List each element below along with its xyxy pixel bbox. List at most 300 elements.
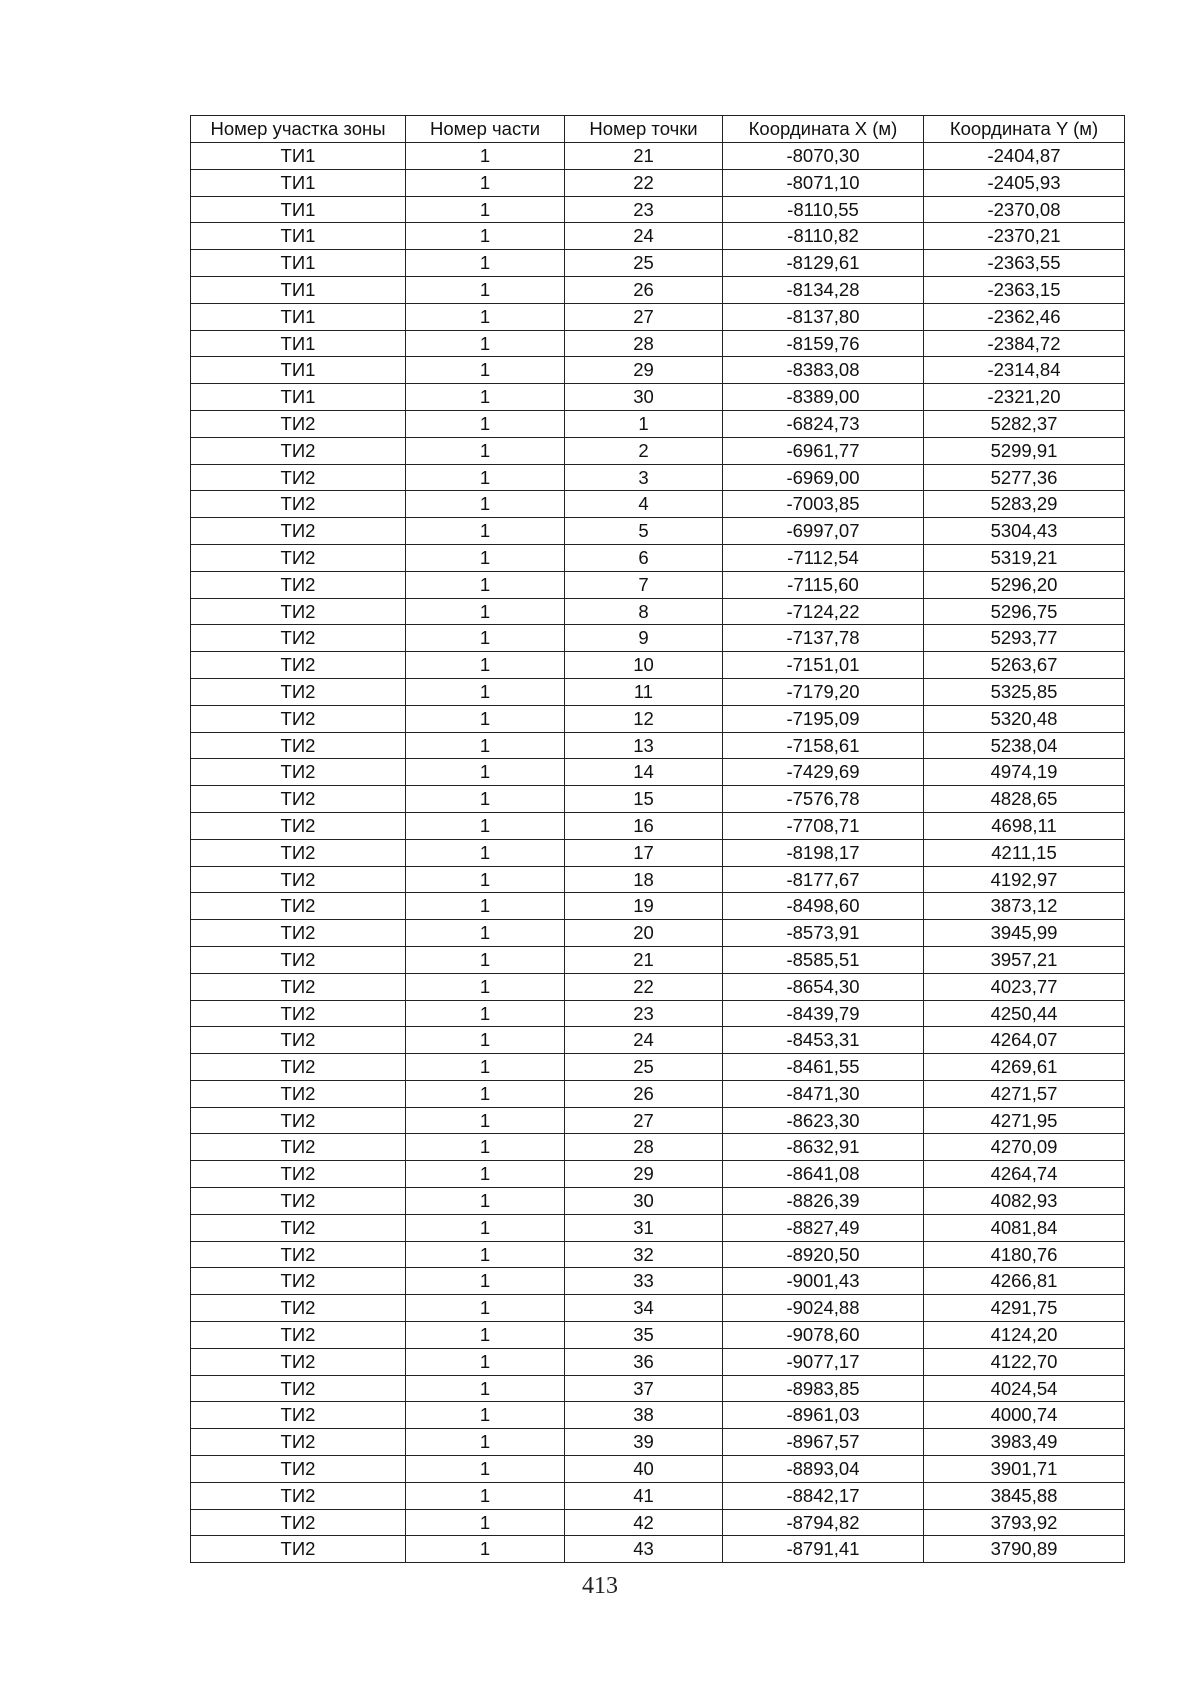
cell-point-number: 24 xyxy=(565,223,723,250)
page-number: 413 xyxy=(582,1573,618,1599)
table-row xyxy=(191,946,1125,973)
cell-part-number: 1 xyxy=(406,598,565,625)
cell-coordinate-x: -8961,03 xyxy=(723,1402,924,1429)
cell-coordinate-x: -8791,41 xyxy=(723,1536,924,1563)
cell-coordinate-x: -7708,71 xyxy=(723,812,924,839)
cell-zone-section: ТИ2 xyxy=(191,1214,406,1241)
table-row xyxy=(191,1161,1125,1188)
cell-part-number: 1 xyxy=(406,866,565,893)
cell-point-number: 16 xyxy=(565,812,723,839)
cell-point-number: 34 xyxy=(565,1295,723,1322)
cell-part-number: 1 xyxy=(406,250,565,277)
cell-zone-section: ТИ2 xyxy=(191,1348,406,1375)
cell-part-number: 1 xyxy=(406,518,565,545)
cell-zone-section: ТИ2 xyxy=(191,1429,406,1456)
cell-part-number: 1 xyxy=(406,464,565,491)
cell-coordinate-y: 4828,65 xyxy=(924,786,1125,813)
cell-point-number: 21 xyxy=(565,946,723,973)
cell-coordinate-x: -7158,61 xyxy=(723,732,924,759)
table-row xyxy=(191,518,1125,545)
cell-coordinate-y: 5238,04 xyxy=(924,732,1125,759)
cell-coordinate-y: 4192,97 xyxy=(924,866,1125,893)
cell-coordinate-x: -8794,82 xyxy=(723,1509,924,1536)
cell-part-number: 1 xyxy=(406,1322,565,1349)
cell-coordinate-y: 4000,74 xyxy=(924,1402,1125,1429)
cell-part-number: 1 xyxy=(406,1054,565,1081)
cell-coordinate-x: -8389,00 xyxy=(723,384,924,411)
cell-point-number: 31 xyxy=(565,1214,723,1241)
cell-coordinate-y: -2314,84 xyxy=(924,357,1125,384)
cell-coordinate-x: -9024,88 xyxy=(723,1295,924,1322)
cell-coordinate-x: -7124,22 xyxy=(723,598,924,625)
cell-point-number: 11 xyxy=(565,678,723,705)
header-zone-section-number: Номер участка зоны xyxy=(191,116,406,143)
cell-zone-section: ТИ2 xyxy=(191,1161,406,1188)
cell-point-number: 38 xyxy=(565,1402,723,1429)
cell-part-number: 1 xyxy=(406,705,565,732)
cell-coordinate-y: -2404,87 xyxy=(924,143,1125,170)
header-coordinate-x: Координата X (м) xyxy=(723,116,924,143)
cell-zone-section: ТИ2 xyxy=(191,1080,406,1107)
table-row xyxy=(191,1456,1125,1483)
table-row xyxy=(191,196,1125,223)
cell-coordinate-x: -7151,01 xyxy=(723,652,924,679)
table-row xyxy=(191,812,1125,839)
cell-coordinate-y: 4269,61 xyxy=(924,1054,1125,1081)
cell-zone-section: ТИ2 xyxy=(191,1456,406,1483)
table-row xyxy=(191,544,1125,571)
cell-coordinate-y: -2405,93 xyxy=(924,169,1125,196)
table-row xyxy=(191,625,1125,652)
cell-coordinate-x: -7003,85 xyxy=(723,491,924,518)
table-row xyxy=(191,330,1125,357)
cell-coordinate-x: -8826,39 xyxy=(723,1188,924,1215)
cell-coordinate-x: -8920,50 xyxy=(723,1241,924,1268)
header-row xyxy=(191,116,1125,143)
header-part-number: Номер части xyxy=(406,116,565,143)
cell-zone-section: ТИ2 xyxy=(191,1268,406,1295)
cell-point-number: 37 xyxy=(565,1375,723,1402)
cell-part-number: 1 xyxy=(406,1375,565,1402)
cell-zone-section: ТИ2 xyxy=(191,491,406,518)
cell-zone-section: ТИ2 xyxy=(191,678,406,705)
cell-point-number: 32 xyxy=(565,1241,723,1268)
cell-part-number: 1 xyxy=(406,1348,565,1375)
cell-zone-section: ТИ2 xyxy=(191,1536,406,1563)
cell-coordinate-y: 4081,84 xyxy=(924,1214,1125,1241)
cell-coordinate-y: 4271,95 xyxy=(924,1107,1125,1134)
cell-point-number: 12 xyxy=(565,705,723,732)
table-row xyxy=(191,276,1125,303)
cell-coordinate-x: -8129,61 xyxy=(723,250,924,277)
cell-part-number: 1 xyxy=(406,384,565,411)
cell-point-number: 2 xyxy=(565,437,723,464)
cell-zone-section: ТИ1 xyxy=(191,250,406,277)
cell-point-number: 30 xyxy=(565,384,723,411)
cell-coordinate-x: -7179,20 xyxy=(723,678,924,705)
cell-coordinate-y: 4250,44 xyxy=(924,1000,1125,1027)
cell-coordinate-x: -8070,30 xyxy=(723,143,924,170)
cell-coordinate-x: -7429,69 xyxy=(723,759,924,786)
cell-part-number: 1 xyxy=(406,1241,565,1268)
cell-zone-section: ТИ1 xyxy=(191,196,406,223)
table-row xyxy=(191,1188,1125,1215)
cell-zone-section: ТИ2 xyxy=(191,973,406,1000)
cell-zone-section: ТИ2 xyxy=(191,544,406,571)
cell-part-number: 1 xyxy=(406,1268,565,1295)
cell-zone-section: ТИ2 xyxy=(191,571,406,598)
cell-coordinate-y: 4024,54 xyxy=(924,1375,1125,1402)
cell-point-number: 28 xyxy=(565,330,723,357)
cell-coordinate-y: 4180,76 xyxy=(924,1241,1125,1268)
cell-coordinate-x: -8641,08 xyxy=(723,1161,924,1188)
cell-part-number: 1 xyxy=(406,410,565,437)
table-row xyxy=(191,491,1125,518)
cell-point-number: 30 xyxy=(565,1188,723,1215)
cell-part-number: 1 xyxy=(406,946,565,973)
cell-part-number: 1 xyxy=(406,437,565,464)
cell-coordinate-y: 5325,85 xyxy=(924,678,1125,705)
table-row xyxy=(191,1348,1125,1375)
cell-zone-section: ТИ2 xyxy=(191,652,406,679)
cell-coordinate-x: -7112,54 xyxy=(723,544,924,571)
cell-coordinate-x: -8967,57 xyxy=(723,1429,924,1456)
cell-coordinate-x: -9078,60 xyxy=(723,1322,924,1349)
cell-coordinate-y: -2363,15 xyxy=(924,276,1125,303)
cell-part-number: 1 xyxy=(406,1161,565,1188)
cell-zone-section: ТИ2 xyxy=(191,759,406,786)
cell-part-number: 1 xyxy=(406,652,565,679)
cell-coordinate-x: -8654,30 xyxy=(723,973,924,1000)
cell-coordinate-y: 4266,81 xyxy=(924,1268,1125,1295)
cell-point-number: 1 xyxy=(565,410,723,437)
cell-coordinate-x: -8453,31 xyxy=(723,1027,924,1054)
cell-part-number: 1 xyxy=(406,973,565,1000)
cell-part-number: 1 xyxy=(406,732,565,759)
cell-coordinate-x: -7137,78 xyxy=(723,625,924,652)
cell-zone-section: ТИ2 xyxy=(191,866,406,893)
cell-coordinate-y: 5296,20 xyxy=(924,571,1125,598)
cell-coordinate-y: 4974,19 xyxy=(924,759,1125,786)
cell-part-number: 1 xyxy=(406,786,565,813)
coordinates-table xyxy=(190,115,1125,1563)
table-row xyxy=(191,866,1125,893)
cell-part-number: 1 xyxy=(406,893,565,920)
table-row xyxy=(191,464,1125,491)
cell-part-number: 1 xyxy=(406,169,565,196)
table-row xyxy=(191,1027,1125,1054)
table-row xyxy=(191,652,1125,679)
table-row xyxy=(191,169,1125,196)
table-body xyxy=(191,143,1125,1563)
cell-coordinate-y: 5293,77 xyxy=(924,625,1125,652)
cell-coordinate-y: 5320,48 xyxy=(924,705,1125,732)
cell-part-number: 1 xyxy=(406,571,565,598)
cell-zone-section: ТИ2 xyxy=(191,1375,406,1402)
table-row xyxy=(191,437,1125,464)
cell-point-number: 29 xyxy=(565,1161,723,1188)
cell-coordinate-y: 5282,37 xyxy=(924,410,1125,437)
cell-point-number: 41 xyxy=(565,1482,723,1509)
cell-part-number: 1 xyxy=(406,491,565,518)
cell-zone-section: ТИ2 xyxy=(191,920,406,947)
cell-zone-section: ТИ1 xyxy=(191,276,406,303)
cell-coordinate-x: -6824,73 xyxy=(723,410,924,437)
cell-zone-section: ТИ2 xyxy=(191,437,406,464)
cell-coordinate-x: -8071,10 xyxy=(723,169,924,196)
cell-coordinate-y: 3957,21 xyxy=(924,946,1125,973)
cell-coordinate-x: -8498,60 xyxy=(723,893,924,920)
cell-zone-section: ТИ2 xyxy=(191,893,406,920)
cell-part-number: 1 xyxy=(406,1456,565,1483)
table-row xyxy=(191,303,1125,330)
cell-point-number: 22 xyxy=(565,169,723,196)
cell-coordinate-x: -8827,49 xyxy=(723,1214,924,1241)
table-header xyxy=(191,116,1125,143)
cell-zone-section: ТИ2 xyxy=(191,732,406,759)
cell-coordinate-x: -8983,85 xyxy=(723,1375,924,1402)
table-row xyxy=(191,786,1125,813)
table-row xyxy=(191,143,1125,170)
cell-coordinate-y: -2370,21 xyxy=(924,223,1125,250)
cell-coordinate-x: -8137,80 xyxy=(723,303,924,330)
table-row xyxy=(191,705,1125,732)
cell-part-number: 1 xyxy=(406,544,565,571)
cell-point-number: 26 xyxy=(565,276,723,303)
cell-point-number: 19 xyxy=(565,893,723,920)
cell-zone-section: ТИ2 xyxy=(191,1509,406,1536)
cell-zone-section: ТИ2 xyxy=(191,464,406,491)
table-row xyxy=(191,1107,1125,1134)
table-row xyxy=(191,357,1125,384)
cell-point-number: 24 xyxy=(565,1027,723,1054)
table-row xyxy=(191,223,1125,250)
cell-zone-section: ТИ2 xyxy=(191,705,406,732)
cell-zone-section: ТИ2 xyxy=(191,1402,406,1429)
cell-coordinate-y: 4698,11 xyxy=(924,812,1125,839)
cell-point-number: 9 xyxy=(565,625,723,652)
cell-point-number: 33 xyxy=(565,1268,723,1295)
table-row xyxy=(191,1080,1125,1107)
cell-coordinate-y: 4270,09 xyxy=(924,1134,1125,1161)
cell-coordinate-y: -2363,55 xyxy=(924,250,1125,277)
cell-coordinate-y: -2362,46 xyxy=(924,303,1125,330)
table-row xyxy=(191,1402,1125,1429)
cell-zone-section: ТИ1 xyxy=(191,384,406,411)
cell-zone-section: ТИ2 xyxy=(191,625,406,652)
cell-point-number: 28 xyxy=(565,1134,723,1161)
table-row xyxy=(191,1214,1125,1241)
cell-part-number: 1 xyxy=(406,678,565,705)
table-row xyxy=(191,920,1125,947)
cell-point-number: 5 xyxy=(565,518,723,545)
cell-coordinate-y: 4291,75 xyxy=(924,1295,1125,1322)
table-row xyxy=(191,384,1125,411)
cell-zone-section: ТИ2 xyxy=(191,1134,406,1161)
cell-coordinate-x: -8110,82 xyxy=(723,223,924,250)
table-row xyxy=(191,1241,1125,1268)
cell-coordinate-x: -8623,30 xyxy=(723,1107,924,1134)
cell-point-number: 39 xyxy=(565,1429,723,1456)
cell-point-number: 18 xyxy=(565,866,723,893)
cell-point-number: 35 xyxy=(565,1322,723,1349)
cell-zone-section: ТИ2 xyxy=(191,1295,406,1322)
cell-zone-section: ТИ2 xyxy=(191,812,406,839)
cell-point-number: 23 xyxy=(565,196,723,223)
cell-coordinate-y: 3983,49 xyxy=(924,1429,1125,1456)
cell-coordinate-y: 3793,92 xyxy=(924,1509,1125,1536)
table-row xyxy=(191,571,1125,598)
cell-point-number: 36 xyxy=(565,1348,723,1375)
cell-coordinate-x: -8573,91 xyxy=(723,920,924,947)
cell-coordinate-y: 4264,07 xyxy=(924,1027,1125,1054)
cell-point-number: 20 xyxy=(565,920,723,947)
cell-coordinate-x: -6961,77 xyxy=(723,437,924,464)
cell-coordinate-y: 3945,99 xyxy=(924,920,1125,947)
cell-coordinate-y: 4082,93 xyxy=(924,1188,1125,1215)
cell-part-number: 1 xyxy=(406,1402,565,1429)
cell-part-number: 1 xyxy=(406,812,565,839)
cell-coordinate-y: -2321,20 xyxy=(924,384,1125,411)
cell-point-number: 4 xyxy=(565,491,723,518)
cell-coordinate-y: 4264,74 xyxy=(924,1161,1125,1188)
cell-coordinate-y: 5296,75 xyxy=(924,598,1125,625)
cell-point-number: 8 xyxy=(565,598,723,625)
table-row xyxy=(191,732,1125,759)
cell-coordinate-x: -8198,17 xyxy=(723,839,924,866)
cell-zone-section: ТИ2 xyxy=(191,1000,406,1027)
cell-coordinate-y: 4271,57 xyxy=(924,1080,1125,1107)
cell-coordinate-y: -2370,08 xyxy=(924,196,1125,223)
cell-part-number: 1 xyxy=(406,357,565,384)
table-row xyxy=(191,250,1125,277)
table-row xyxy=(191,410,1125,437)
cell-coordinate-x: -9001,43 xyxy=(723,1268,924,1295)
cell-zone-section: ТИ2 xyxy=(191,1322,406,1349)
cell-part-number: 1 xyxy=(406,1429,565,1456)
cell-part-number: 1 xyxy=(406,1080,565,1107)
cell-part-number: 1 xyxy=(406,1134,565,1161)
cell-point-number: 10 xyxy=(565,652,723,679)
cell-coordinate-x: -8159,76 xyxy=(723,330,924,357)
cell-point-number: 43 xyxy=(565,1536,723,1563)
table-row xyxy=(191,1295,1125,1322)
cell-point-number: 40 xyxy=(565,1456,723,1483)
cell-coordinate-x: -8585,51 xyxy=(723,946,924,973)
cell-zone-section: ТИ1 xyxy=(191,357,406,384)
cell-coordinate-x: -8461,55 xyxy=(723,1054,924,1081)
cell-point-number: 27 xyxy=(565,1107,723,1134)
cell-point-number: 27 xyxy=(565,303,723,330)
cell-point-number: 7 xyxy=(565,571,723,598)
cell-coordinate-x: -7576,78 xyxy=(723,786,924,813)
cell-coordinate-y: 5277,36 xyxy=(924,464,1125,491)
cell-part-number: 1 xyxy=(406,1214,565,1241)
cell-coordinate-x: -6997,07 xyxy=(723,518,924,545)
cell-part-number: 1 xyxy=(406,223,565,250)
cell-part-number: 1 xyxy=(406,143,565,170)
table-row xyxy=(191,598,1125,625)
cell-part-number: 1 xyxy=(406,303,565,330)
cell-coordinate-y: 3901,71 xyxy=(924,1456,1125,1483)
cell-zone-section: ТИ2 xyxy=(191,1188,406,1215)
cell-point-number: 17 xyxy=(565,839,723,866)
cell-coordinate-x: -9077,17 xyxy=(723,1348,924,1375)
cell-point-number: 13 xyxy=(565,732,723,759)
cell-point-number: 3 xyxy=(565,464,723,491)
cell-zone-section: ТИ2 xyxy=(191,1107,406,1134)
cell-point-number: 23 xyxy=(565,1000,723,1027)
cell-part-number: 1 xyxy=(406,1482,565,1509)
cell-coordinate-x: -6969,00 xyxy=(723,464,924,491)
cell-coordinate-y: 5299,91 xyxy=(924,437,1125,464)
cell-zone-section: ТИ1 xyxy=(191,223,406,250)
cell-coordinate-y: 5283,29 xyxy=(924,491,1125,518)
cell-zone-section: ТИ2 xyxy=(191,1027,406,1054)
cell-coordinate-x: -8439,79 xyxy=(723,1000,924,1027)
cell-zone-section: ТИ2 xyxy=(191,1482,406,1509)
cell-zone-section: ТИ1 xyxy=(191,143,406,170)
cell-part-number: 1 xyxy=(406,196,565,223)
cell-part-number: 1 xyxy=(406,1027,565,1054)
cell-zone-section: ТИ2 xyxy=(191,1241,406,1268)
cell-point-number: 22 xyxy=(565,973,723,1000)
cell-coordinate-x: -8471,30 xyxy=(723,1080,924,1107)
cell-point-number: 42 xyxy=(565,1509,723,1536)
table-row xyxy=(191,839,1125,866)
cell-coordinate-x: -8893,04 xyxy=(723,1456,924,1483)
cell-coordinate-x: -8632,91 xyxy=(723,1134,924,1161)
cell-zone-section: ТИ2 xyxy=(191,839,406,866)
cell-coordinate-x: -8177,67 xyxy=(723,866,924,893)
cell-coordinate-y: -2384,72 xyxy=(924,330,1125,357)
table-row xyxy=(191,759,1125,786)
table-row xyxy=(191,1268,1125,1295)
header-coordinate-y: Координата Y (м) xyxy=(924,116,1125,143)
cell-coordinate-x: -8383,08 xyxy=(723,357,924,384)
cell-zone-section: ТИ1 xyxy=(191,169,406,196)
cell-point-number: 21 xyxy=(565,143,723,170)
table-row xyxy=(191,1322,1125,1349)
cell-part-number: 1 xyxy=(406,1107,565,1134)
cell-coordinate-x: -7115,60 xyxy=(723,571,924,598)
cell-part-number: 1 xyxy=(406,1295,565,1322)
cell-point-number: 25 xyxy=(565,250,723,277)
cell-coordinate-y: 4023,77 xyxy=(924,973,1125,1000)
cell-coordinate-y: 3790,89 xyxy=(924,1536,1125,1563)
cell-zone-section: ТИ2 xyxy=(191,946,406,973)
cell-part-number: 1 xyxy=(406,276,565,303)
table-row xyxy=(191,1509,1125,1536)
table-row xyxy=(191,1054,1125,1081)
table-row xyxy=(191,893,1125,920)
table-row xyxy=(191,1375,1125,1402)
cell-part-number: 1 xyxy=(406,1509,565,1536)
table-row xyxy=(191,973,1125,1000)
table-row xyxy=(191,1134,1125,1161)
table-row xyxy=(191,678,1125,705)
cell-zone-section: ТИ1 xyxy=(191,303,406,330)
cell-coordinate-x: -8842,17 xyxy=(723,1482,924,1509)
cell-zone-section: ТИ2 xyxy=(191,410,406,437)
header-point-number: Номер точки xyxy=(565,116,723,143)
cell-coordinate-y: 3873,12 xyxy=(924,893,1125,920)
cell-part-number: 1 xyxy=(406,920,565,947)
cell-zone-section: ТИ1 xyxy=(191,330,406,357)
table-row xyxy=(191,1482,1125,1509)
cell-coordinate-y: 4124,20 xyxy=(924,1322,1125,1349)
cell-part-number: 1 xyxy=(406,625,565,652)
